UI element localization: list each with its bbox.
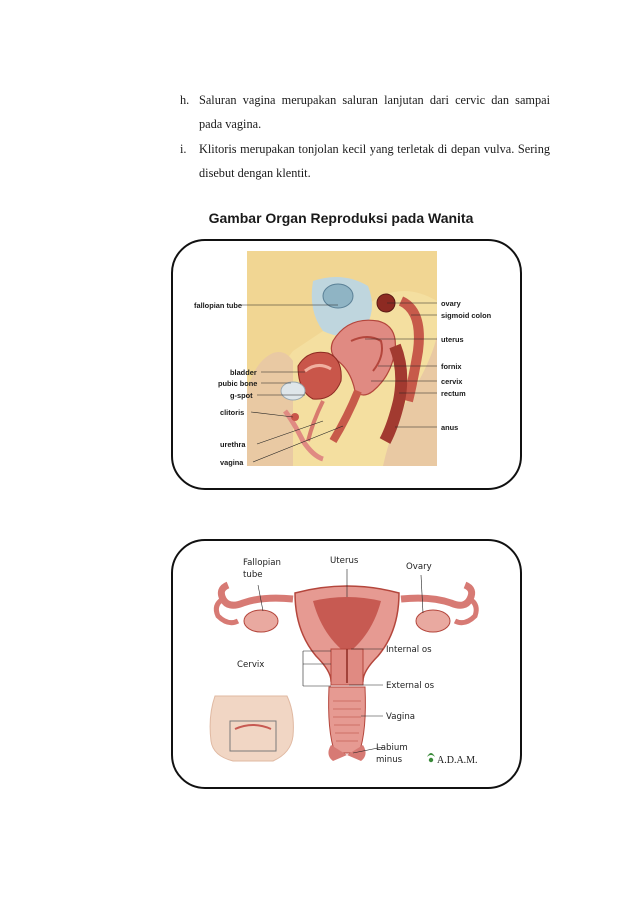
list-item	[180, 137, 550, 185]
label-sigmoid-colon: sigmoid colon	[441, 311, 492, 320]
label-vagina: vagina	[220, 458, 244, 467]
figure-frame-frontal	[171, 539, 522, 789]
pubic-bone-shape	[281, 382, 305, 400]
label-uterus: uterus	[441, 335, 464, 344]
sagittal-anatomy-illustration	[173, 241, 520, 488]
adam-logo-text: A.D.A.M.	[437, 755, 478, 766]
ovary-right	[416, 610, 450, 632]
adam-logo	[427, 753, 478, 766]
vagina-canal	[329, 687, 366, 753]
body-locator-inset	[210, 696, 293, 761]
list-marker: h.	[180, 93, 190, 107]
figure-frame-sagittal	[171, 239, 522, 490]
label-minus: minus	[376, 755, 403, 765]
label-labium: Labium	[376, 743, 408, 753]
list-text: Klitoris merupakan tonjolan kecil yang terletak di depan vulva. Sering disebut dengan klentit.	[199, 142, 550, 180]
label-anus: anus	[441, 423, 459, 432]
list-item	[180, 88, 550, 136]
fallopian-tube-right	[401, 585, 472, 605]
label-vagina: Vagina	[386, 712, 416, 722]
label-fallopian: Fallopian	[243, 558, 282, 568]
label-fallopian-tube: fallopian tube	[194, 301, 243, 310]
label-external-os: External os	[386, 681, 435, 691]
label-clitoris: clitoris	[220, 408, 245, 417]
label-fornix: fornix	[441, 362, 462, 371]
frontal-anatomy-illustration	[173, 541, 520, 787]
label-internal-os: Internal os	[386, 645, 432, 655]
label-ovary: ovary	[441, 299, 461, 308]
label-tube: tube	[243, 570, 263, 580]
label-urethra: urethra	[220, 440, 246, 449]
ovary-left	[244, 610, 278, 632]
label-pubic-bone: pubic bone	[218, 379, 258, 388]
label-ovary: Ovary	[406, 562, 432, 572]
label-cervix: Cervix	[237, 660, 265, 670]
intestine-loop	[323, 284, 353, 308]
definition-list	[180, 88, 550, 186]
list-text: Saluran vagina merupakan saluran lanjutan dari cervic dan sampai pada vagina.	[199, 93, 550, 131]
label-bladder: bladder	[230, 368, 257, 377]
list-marker: i.	[180, 142, 187, 156]
label-cervix: cervix	[441, 377, 463, 386]
figure-caption: Gambar Organ Reproduksi pada Wanita	[208, 210, 474, 226]
label-uterus: Uterus	[330, 556, 359, 566]
label-g-spot: g-spot	[230, 391, 253, 400]
label-rectum: rectum	[441, 389, 466, 398]
fallopian-tube-left	[221, 585, 293, 605]
